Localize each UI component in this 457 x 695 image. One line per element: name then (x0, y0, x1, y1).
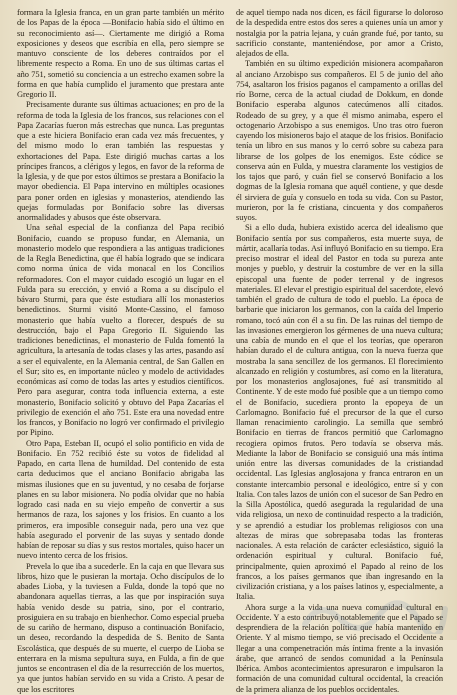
paragraph: formara la Iglesia franca, en un gran parte también un mérito de los Papas de la época —Bonifacio había sido el último en su reconocimiento así—. Ciertamente me dirigió a Roma exposiciones y deseos que escribía en ella, pero siempre se mantuvo consciente de los deberes contraídos por el libremente respecto a Roma. En uno de sus últimas cartas el año 751, sometió su conciencia a un estrecho examen sobre la forma en que había cumplido el juramento que prestara ante Gregorio II. (17, 8, 224, 99)
paragraph: Si a ello duda, hubiera existido acerca del idealismo que Bonifacio sentía por sus compañeros, esta muerte suya, de mártir, acallaría todas. Así influyó Bonifacio en su tiempo. Era preciso mostrar el ideal del Pastor en toda su pureza ante monjes y pueblo, y destruir la costumbre de ver en la silla episcopal una fuente de poder terrenal y de ingresos materiales. El elevar el prestigio espiritual del sacerdote, elevó también el grado de cultura de todo el pueblo. La época de barbarie que iniciaron los germanos, con la caída del Imperio romano, tocó aún con él a su fin. De las ruinas del tiempo de las invasiones emergieron los gérmenes de una nueva cultura; una cabía de mundo en el que el los teorías, que operaron habían durado el de cultura antigua, con la nueva fuerza que mostraba la sana sencillez de los germanos. El florecimiento alcanzado en religión y costumbres, así como en la literatura, por los monasterios anglosajones, fué así transmitido al Continente. Y de este modo fué posible que a un tiempo como el de Bonifacio, sucediera pronto la epopeya de un Carlomagno. Bonifacio fué el precursor de la que el curso llaman renacimiento carolingio. La semilla que sembró Bonifacio en tierras de francos permitió que Carlomagno recogiera opimos frutos. Pero todavía se observa más. Mediante la labor de Bonifacio se consiguió una más íntima unión entre las diversas comunidades de la cristiandad occidental. Las Iglesias anglosajona y franca entraron en un constante intercambio personal e ideológico, entre sí y con Italia. Con tales lazos de unión con el sucesor de San Pedro en la Silla Apostólica, quedó asegurada la regularidad de una vida religiosa, un nexo de continuidad respecto a la tradición, y se aprendió a estudiar los problemas religiosos con una altezas de miras que sobrepasaba todas las fronteras nacionales. A esta relación de carácter eclesiástico, siguió la ordenación espiritual y cultural. Bonifacio fué, principalmente, quien aproximó el Papado al reino de los francos, a los países germanos que iban ingresando en la civilización cristiana, y a los países latinos y, especialmente, a Italia. (236, 223, 443, 602)
watermark-graphic (300, 594, 450, 634)
paragraph: de aquel tiempo nada nos dicen, es fácil figurarse lo doloroso de la despedida entre estos dos seres a quienes unía un amor y nostalgia por la patria lejana, y cuán grande fué, por tanto, su sacrificio constante, manteniéndose, por amor a Cristo, alejados de ella. (236, 8, 443, 58)
paragraph: Ahora surge a la vida una nueva comunidad cultural en Occidente. Y a esto contribuyó notablemente que el Papado se desprendiera de la relación política que había mantenido en Oriente. Y al mismo tiempo, se vió precisado el Occidente a llegar a una compenetración más íntima frente a la invasión árabe, que arrancó de sendos comunidad a la Península Ibérica. Ambos acontecimientos apresuraron e impulsaron la formación de una comunidad cultural occidental, la creación de la primera alianza de los pueblos occidentales. (236, 602, 443, 694)
paragraph: También en su último expedición misionera acompañaron al anciano Arzobispo sus compañeros. El 5 de junio del año 754, asaltaron los frisios paganos el campamento a orillas del río Borne, cerca de la actual ciudad de Dokkum, en donde Bonifacio esperaba algunos catecúmenos allí citados. Rodeado de su grey, y a que él mismo animaba, espero el octogenario Arzobispo a sus enemigos. Uno tras otro fueron cayendo los misioneros bajo el ataque de los frisios. Bonifacio tenía un libro en sus manos y lo cerró sobre su cabeza para librarse de los golpes de los enemigos. Este códice se conserva aún en Fulda, y muestra claramente los vestigios de los tajos que paró, y cuán fiel se conservó Bonifacio a los dogmas de la Iglesia romana que aquél contiene, y que desde él sirviera de guía y consuelo en toda su vida. Con su Pastor, murieron, por la fe cristiana, cincuenta y dos compañeros suyos. (236, 59, 443, 222)
paragraph: Una señal especial de la confianza del Papa recibió Bonifacio, cuando se propuso fundar, en Alemania, un monasterio modelo que respondiera a las antiguas tradiciones de la Regla Benedictina, que él había logrado que se indicara como norma única de vida monacal en los Concilios reformadores. Con el mayor cuidado escogió un lugar en el Fulda para su erección, y envió a Roma a su discípulo el bávaro Sturmi, para que éste estudiara allí los monasterios benedictinos. Sturmi visitó Monte-Cassino, el famoso monasterio que había vuelto a florecer, después de su destrucción, bajo el Papa Gregorio II. Siguiendo las tradiciones benedictinas, el monasterio de Fulda fomentó la agricultura, la artesanía de todas clases y las artes, pasando así a ser el equivalente, en la Alemania central, de San Gallen en el Sur; sito es, en importante núcleo y modelo de actividades económicas así como de todas las artes y estudios científicos. Pero para asegurar, contra toda influencia externa, a este monasterio, Bonifacio solicitó y obtuvo del Papa Zacarías el privilegio de exención el año 751. Este era una novedad entre los francos, y Bonifacio no logró ver confirmado el privilegio por Pipino. (17, 223, 224, 438)
paragraph: Precisamente durante sus últimas actuaciones; en pro de la reforma de toda la Iglesia de los francos, sus relaciones con el Papa Zacarías fueron más estrechas que nunca. Las preguntas que a este hiciera Bonifacio eran cada vez más frecuentes, y del mismo modo lo eran también las respuestas y exhortaciones del Papa. Este dirigió muchas cartas a los príncipes francos, a clérigos y legos, en favor de la reforma de la Iglesia, y de que por estos últimos se prestara a Bonifacio la mayor obediencia. El Papa intervino en múltiples ocasiones para poner orden en iglesias y monasterios, atendiendo las quejas formuladas por Bonifacio sobre las diversas anormalidades y abusos que éste observara. (17, 100, 224, 222)
paragraph: Prevela lo que iba a sucederle. En la caja en que llevara sus libros, hizo que le pusieran la mortaja. Ocho discípulos de lo abades Lioba, y la tuviesen a Fulda, donde la topó que no abandonara aquellas tierras, a las que por inspiración suya había venido desde su patria, sino, por el contrario, prosiguiera en su trabajo en bienhechor. Como especial prueba de su cariño de hermano, dispuso a continuación Bonifacio, un deseo, recordando la despedida de S. Benito de Santa Escolástica, que después de su muerte, el cuerpo de Lioba se enterrara en la misma sepultura suya, en Fulda, a fin de que juntos se encontrasen el día de la resurrección de los muertos, ya que juntos habían servido en su vida a Cristo. A pesar de que los escritores (17, 561, 224, 694)
text-column-left (17, 8, 224, 695)
paragraph: Otro Papa, Esteban II, ocupó el solio pontificio en vida de Bonifacio. En 752 recibió éste su votos de fidelidad al Papado, en carta llena de humildad. Del contenido de esta carta deducimos que el anciano Bonifacio abrigaba las mismas ilusiones que en su juventud, y no cesaba de forjarse planes en su labor misionera. No podía olvidar que no había logrado casi nada en su viejo empeño de convertir a sus hermanos de raza, los sajones y los frisios. En cuanto a los primeros, era imposible conseguir nada, pero una vez que había asegurado el porvenir de las suyas y sentado donde habían de reposar su días y sus restos mortales, quiso hacer un nuevo intento cerca de los frisios. (17, 438, 224, 561)
text-column-right (236, 8, 443, 695)
